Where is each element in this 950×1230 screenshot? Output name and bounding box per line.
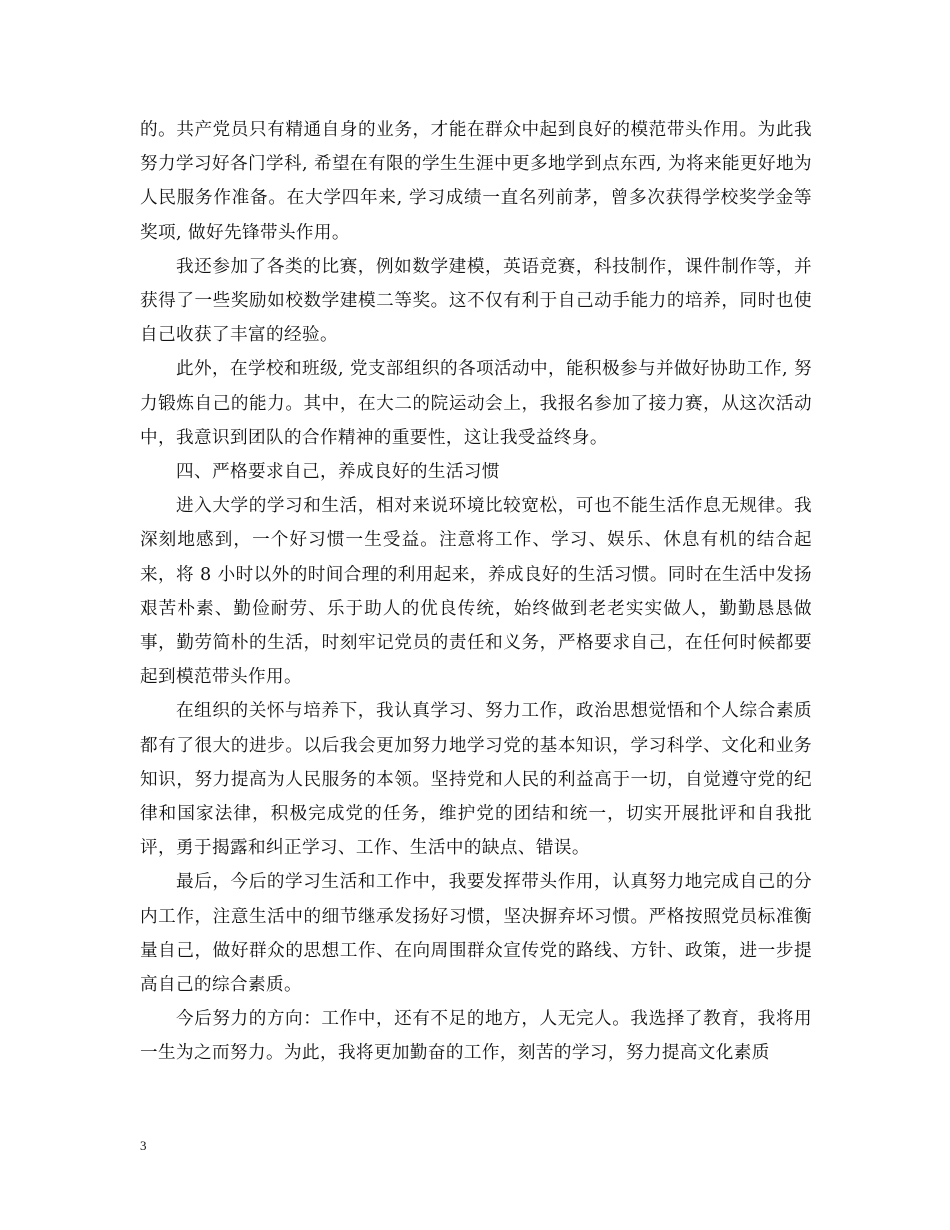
paragraph-competitions: 我还参加了各类的比赛，例如数学建模，英语竞赛，科技制作，课件制作等，并获得了一些奖励如校数学建模二等奖。这不仅有利于自己动手能力的培养，同时也使自己收获了丰富的经验。 bbox=[140, 256, 812, 346]
paragraph-conclusion: 最后，今后的学习生活和工作中，我要发挥带头作用，认真努力地完成自己的分内工作，注意生活中的细节继承发扬好习惯，坚决摒弃坏习惯。严格按照党员标准衡量自己，做好群众的思想工作、在向周围群众宣传党的路线、方针、政策，进一步提高自己的综合素质。 bbox=[140, 872, 812, 996]
paragraph-habits: 进入大学的学习和生活，相对来说环境比较宽松，可也不能生活作息无规律。我深刻地感到，一个好习惯一生受益。注意将工作、学习、娱乐、休息有机的结合起来，将 8 小时以外的时间合理的利用起来，养成良好的生活习惯。同时在生活中发扬艰苦朴素、勤俭耐劳、乐于助人的优良传统，始终做到老老实实做人，勤勤恳恳做事，勤劳简朴的生活，时刻牢记党员的责任和义务，严格要求自己，在任何时候都要起到模范带头作用。 bbox=[140, 496, 812, 688]
document-body bbox=[140, 113, 812, 1071]
paragraph-progress: 在组织的关怀与培养下，我认真学习、努力工作，政治思想觉悟和个人综合素质都有了很大的进步。以后我会更加努力地学习党的基本知识，学习科学、文化和业务知识，努力提高为人民服务的本领。坚持党和人民的利益高于一切，自觉遵守党的纪律和国家法律，积极完成党的任务，维护党的团结和统一，切实开展批评和自我批评，勇于揭露和纠正学习、工作、生活中的缺点、错误。 bbox=[140, 701, 812, 859]
paragraph-activities: 此外，在学校和班级, 党支部组织的各项活动中，能积极参与并做好协助工作, 努力锻炼自己的能力。其中，在大二的院运动会上，我报名参加了接力赛，从这次活动中，我意识到团队的合作精神的重要性，这让我受益终身。 bbox=[140, 359, 812, 448]
page-number: 3 bbox=[140, 1138, 147, 1153]
paragraph-direction: 今后努力的方向：工作中，还有不足的地方，人无完人。我选择了教育，我将用一生为之而努力。为此，我将更加勤奋的工作，刻苦的学习，努力提高文化素质 bbox=[140, 1009, 812, 1064]
section-heading: 四、严格要求自己，养成良好的生活习惯 bbox=[176, 462, 500, 483]
paragraph-continuation: 的。共产党员只有精通自身的业务，才能在群众中起到良好的模范带头作用。为此我努力学习好各门学科, 希望在有限的学生生涯中更多地学到点东西, 为将来能更好地为人民服务作准备。在大学四年来, 学习成绩一直名列前茅，曾多次获得学校奖学金等奖项, 做好先锋带头作用。 bbox=[140, 120, 812, 243]
